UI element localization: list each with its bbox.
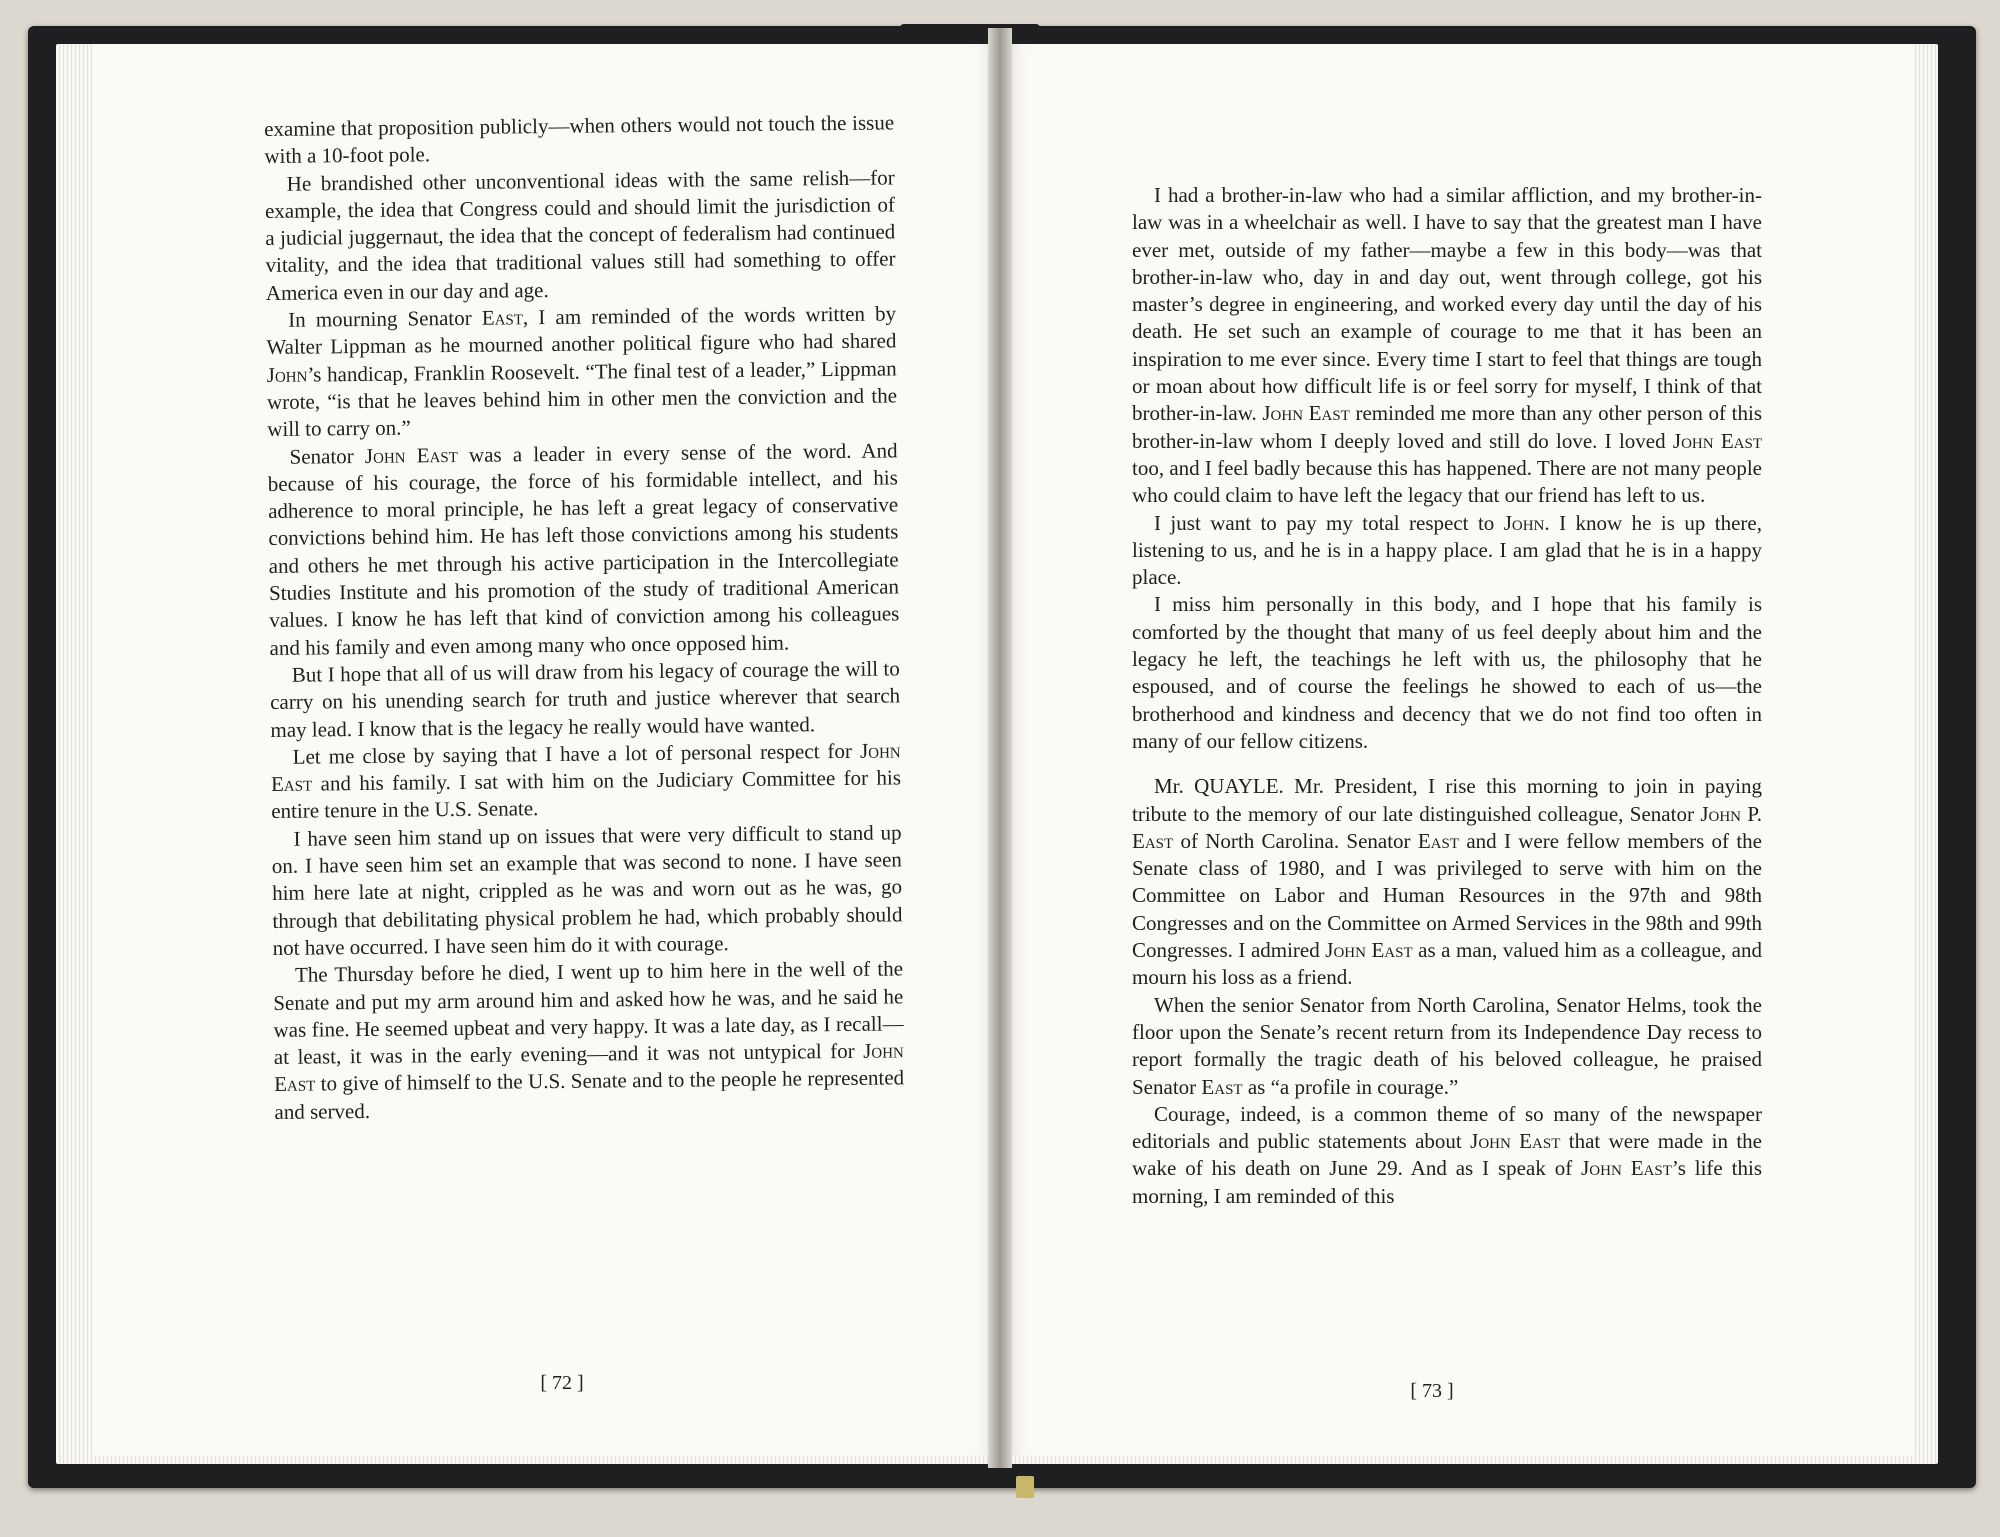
ribbon-bookmark	[1016, 1476, 1034, 1498]
page-number-right: [ 73 ]	[1410, 1380, 1454, 1402]
text-run: and his family. I sat with him on the Judiciary Committee for his entire tenure in the U.S. Senate.	[271, 765, 902, 824]
paragraph	[265, 164, 896, 307]
small-caps-name: John East	[270, 738, 901, 797]
small-caps-name: East	[1201, 1074, 1243, 1099]
right-page	[1002, 44, 1914, 1456]
text-run: Mr. QUAYLE. Mr. President, I rise this morning to join in paying tribute to the memory of our late distinguished colleague, Senator	[1132, 774, 1762, 826]
paragraph	[1132, 182, 1762, 510]
small-caps-name: John East	[274, 1038, 904, 1097]
text-run: that were made in the wake of his death on June 29. And as I speak of	[1132, 1129, 1762, 1181]
paragraph	[273, 956, 905, 1126]
small-caps-name: John	[1503, 510, 1545, 535]
paragraph	[270, 655, 901, 743]
text-run: was a leader in every sense of the word. And because of his courage, the force of his formidable intellect, and his adherence to moral principle, he has left a great legacy of conservative convictions behind him. He has left those convictions among his students and others he met through his active participation in the Intercollegiate Studies Institute and his promotion of the study of traditional American values. I know he has left that kind of conviction among his colleagues and his family and even among many who once opposed him.	[267, 437, 900, 660]
paragraph	[1132, 1101, 1762, 1210]
paragraph	[271, 737, 902, 825]
small-caps-name: John East	[1262, 401, 1350, 426]
text-run: to give of himself to the U.S. Senate and to the people he represented and served.	[274, 1065, 905, 1124]
paragraph	[1132, 591, 1762, 755]
right-page-text	[1132, 182, 1762, 1210]
left-page	[92, 44, 1000, 1456]
small-caps-name: John East	[1325, 938, 1413, 963]
text-run: reminded me more than any other person of this brother-in-law whom I deeply loved and still do love. I loved	[1132, 401, 1762, 453]
text-run: I had a brother-in-law who had a similar affliction, and my brother-in-law was in a wheelchair as well. I have to say that the greatest man I have ever met, outside of my father—maybe a few in this body—was that brother-in-law who, day in and day out, went through college, got his master’s degree in engineering, and worked every day until the day of his death. He set such an example of courage to me that it has been an inspiration to me ever since. Every time I start to feel that things are tough or moan about how difficult life is or feel sorry for myself, I think of that brother-in-law.	[1132, 183, 1762, 426]
paragraph	[271, 819, 902, 962]
small-caps-name: John P. East	[1132, 801, 1762, 853]
paragraph	[1132, 992, 1762, 1101]
text-run: In mourning Senator	[288, 305, 482, 332]
left-page-text	[264, 109, 905, 1126]
paragraph	[264, 109, 895, 170]
small-caps-name: East	[481, 305, 524, 330]
small-caps-name: John	[266, 362, 308, 387]
text-run: as a man, valued him as a colleague, and mourn his loss as a friend.	[1132, 938, 1762, 990]
book-gutter	[988, 28, 1012, 1468]
paragraph	[1132, 773, 1762, 991]
text-run: I miss him personally in this body, and I hope that his family is comforted by the thought that many of us feel deeply about him and the legacy he left, the teachings he left with us, the philosophy that he espoused, and of course the feelings he showed to each of us—the brotherhood and kindness and decency that we do not find too often in many of our fellow citizens.	[1132, 592, 1762, 753]
text-run: I just want to pay my total respect to	[1154, 510, 1504, 535]
text-run: . I know he is up there, listening to us, and he is in a happy place. I am glad that he is in a happy place.	[1132, 510, 1762, 590]
text-run: Let me close by saying that I have a lot of personal respect for	[292, 738, 861, 769]
text-run: When the senior Senator from North Carolina, Senator Helms, took the floor upon the Senate’s recent return from its Independence Day recess to report formally the tragic death of his beloved colleague, he praised Senator	[1132, 992, 1762, 1099]
text-run: I have seen him stand up on issues that were very difficult to stand up on. I have seen him set an example that was second to none. I have seen him here late at night, crippled as he was and worn out as he was, go through that debilitating physical problem he had, which probably should not have occurred. I have seen him do it with courage.	[271, 820, 903, 960]
paragraph	[267, 437, 899, 662]
spine-edge	[900, 24, 1040, 40]
text-run: Courage, indeed, is a common theme of so many of the newspaper editorials and public statements about	[1132, 1101, 1762, 1154]
text-run: ’s life this morning, I am reminded of this	[1132, 1156, 1762, 1208]
text-run: The Thursday before he died, I went up to him here in the well of the Senate and put my arm around him and asked how he was, and he said he was fine. He seemed upbeat and very happy. It was a late day, as I recall—at least, it was in the early evening—and it was not untypical for	[273, 956, 904, 1070]
small-caps-name: East	[1417, 828, 1460, 853]
paragraph	[1132, 510, 1762, 592]
text-run: of North Carolina. Senator	[1173, 828, 1418, 853]
small-caps-name: John East	[1581, 1156, 1672, 1181]
small-caps-name: John East	[1470, 1129, 1561, 1154]
paragraph	[266, 300, 897, 443]
text-run: as “a profile in courage.”	[1242, 1074, 1459, 1099]
text-run: , I am reminded of the words written by Walter Lippman as he mourned another political figure who had shared	[266, 301, 897, 360]
text-run: and I were fellow members of the Senate class of 1980, and I was privileged to serve with him on the Committee on Labor and Human Resources in the 97th and 98th Congresses and on the Committee on Armed Services in the 98th and 99th Congresses. I admired	[1132, 828, 1762, 963]
text-run: ’s handicap, Franklin Roosevelt. “The final test of a leader,” Lippman wrote, “is that he leaves behind him in other men the conviction and the will to carry on.”	[266, 356, 898, 442]
text-run: too, and I feel badly because this has happened. There are not many people who could claim to have left the legacy that our friend has left to us.	[1132, 455, 1762, 508]
text-run: He brandished other unconventional ideas with the same relish—for example, the idea that Congress could and should limit the jurisdiction of a judicial juggernaut, the idea that the concept of federalism had continued vitality, and the idea that traditional values still had something to offer America even in our day and age.	[264, 164, 896, 305]
small-caps-name: John East	[364, 442, 458, 468]
page-number-left: [ 72 ]	[540, 1372, 584, 1394]
text-run: examine that proposition publicly—when others would not touch the issue with a 10-foot pole.	[264, 110, 895, 169]
small-caps-name: John East	[1672, 428, 1762, 453]
text-run: Senator	[289, 443, 365, 469]
text-run: But I hope that all of us will draw from his legacy of courage the will to carry on his unending search for truth and justice wherever that search may lead. I know that is the legacy he really would have wanted.	[270, 656, 901, 742]
